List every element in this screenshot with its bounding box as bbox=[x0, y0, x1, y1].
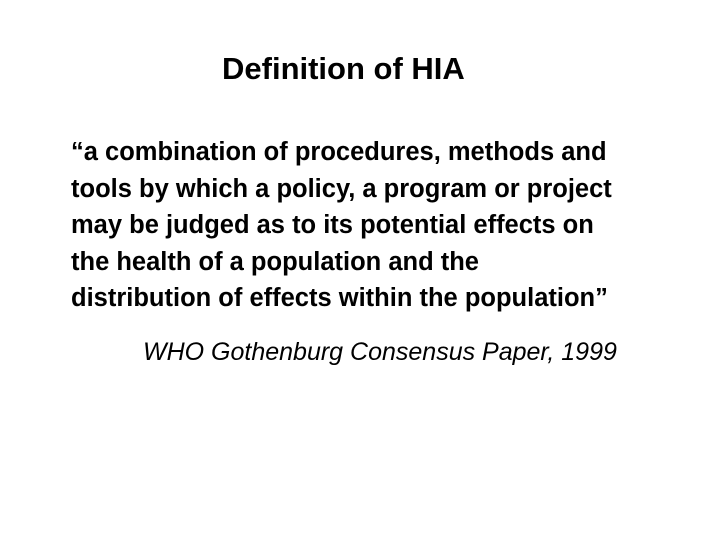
quote-line-5: distribution of effects within the population” bbox=[71, 284, 608, 312]
citation: WHO Gothenburg Consensus Paper, 1999 bbox=[143, 338, 617, 366]
slide-title: Definition of HIA bbox=[222, 51, 465, 86]
quote-line-1: “a combination of procedures, methods and bbox=[71, 138, 607, 166]
quote-line-3: may be judged as to its potential effects on bbox=[71, 211, 594, 239]
definition-quote bbox=[71, 134, 701, 317]
quote-line-4: the health of a population and the bbox=[71, 247, 479, 276]
quote-line-2: tools by which a policy, a program or project bbox=[71, 174, 612, 203]
